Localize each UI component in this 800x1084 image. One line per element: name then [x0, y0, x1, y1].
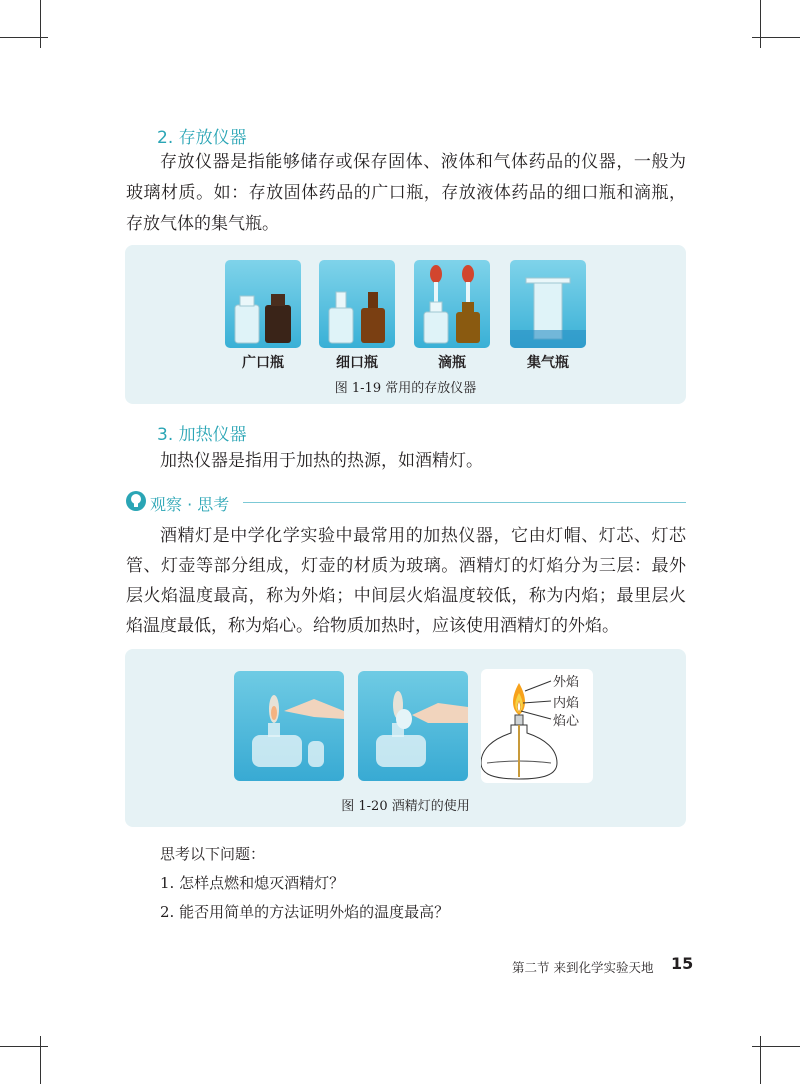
footer-section-title: 第二节 来到化学实验天地 — [512, 960, 654, 975]
lightbulb-icon — [126, 491, 146, 511]
label-outer-flame: 外焰 — [553, 675, 580, 690]
questions-intro: 思考以下问题： — [160, 845, 266, 863]
question-item: 2. 能否用简单的方法证明外焰的温度最高？ — [160, 903, 450, 921]
label-dropper-bottle: 滴瓶 — [438, 355, 466, 371]
crop-mark — [752, 1046, 800, 1047]
figure-caption: 图 1-20 酒精灯的使用 — [341, 799, 470, 814]
crop-mark — [760, 1036, 761, 1084]
dropper-bottle-photo — [414, 260, 490, 348]
divider — [243, 502, 686, 503]
wide-mouth-bottle-photo — [225, 260, 301, 348]
crop-mark — [0, 37, 48, 38]
figure-caption: 图 1-19 常用的存放仪器 — [334, 381, 477, 396]
label-gas-jar: 集气瓶 — [527, 355, 569, 371]
observe-title: 观察 · 思考 — [150, 495, 230, 514]
label-narrow-mouth-bottle: 细口瓶 — [336, 355, 378, 371]
crop-mark — [0, 1046, 48, 1047]
lighting-lamp-photo — [234, 671, 344, 781]
flame-diagram — [481, 669, 593, 783]
crop-mark — [752, 37, 800, 38]
figure-1-20 — [125, 649, 686, 827]
section-text: 存放仪器是指能够储存或保存固体、液体和气体药品的仪器，一般为玻璃材质。如：存放固体药品的广口瓶，存放液体药品的细口瓶和滴瓶，存放气体的集气瓶。 — [126, 152, 686, 234]
crop-mark — [40, 0, 41, 48]
section-text: 加热仪器是指用于加热的热源，如酒精灯。 — [160, 451, 483, 471]
question-item: 1. 怎样点燃和熄灭酒精灯？ — [160, 874, 345, 892]
label-flame-core: 焰心 — [553, 714, 580, 729]
label-wide-mouth-bottle: 广口瓶 — [242, 355, 284, 371]
extinguishing-lamp-photo — [358, 671, 468, 781]
crop-mark — [760, 0, 761, 48]
label-inner-flame: 内焰 — [553, 696, 580, 711]
observe-text: 酒精灯是中学化学实验中最常用的加热仪器，它由灯帽、灯芯、灯芯管、灯壶等部分组成，灯壶的材质为玻璃。酒精灯的灯焰分为三层：最外层火焰温度最高，称为外焰；中间层火焰温度较低，称为内焰；最里层火焰温度最低，称为焰心。给物质加热时，应该使用酒精灯的外焰。 — [126, 526, 686, 636]
crop-mark — [40, 1036, 41, 1084]
figure-1-19 — [125, 245, 686, 404]
section-heading: 3. 加热仪器 — [157, 425, 247, 445]
section-heading: 2. 存放仪器 — [157, 128, 247, 148]
narrow-mouth-bottle-photo — [319, 260, 395, 348]
page-number: 15 — [671, 954, 694, 973]
gas-jar-photo — [510, 260, 586, 348]
